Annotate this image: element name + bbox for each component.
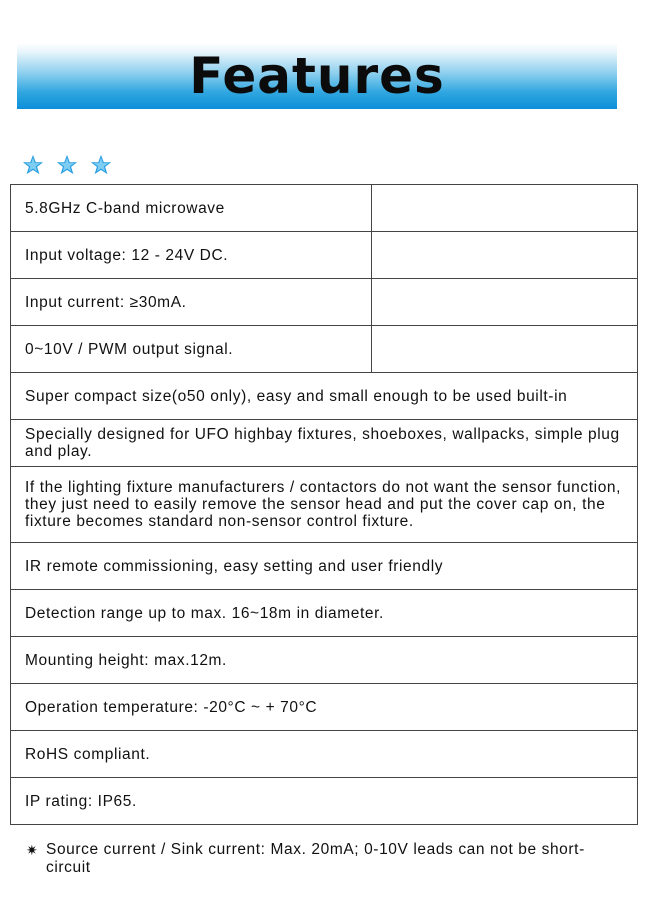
empty-cell [372,185,638,232]
star-icon [56,154,78,176]
table-row [11,543,638,590]
star-icon [90,154,112,176]
table-row [11,279,638,326]
table-row [11,590,638,637]
empty-cell [372,326,638,373]
feature-cell: Super compact size(o50 only), easy and small enough to be used built-in [11,373,638,420]
empty-cell [372,279,638,326]
feature-cell: Detection range up to max. 16~18m in diameter. [11,590,638,637]
features-table [10,184,638,825]
asterisk-icon: ✷ [26,842,39,858]
star-icon [22,154,44,176]
feature-cell: Specially designed for UFO highbay fixtures, shoeboxes, wallpacks, simple plug and play. [11,420,638,467]
footnote-text: Source current / Sink current: Max. 20mA; 0-10V leads can not be short-circuit [46,841,585,876]
feature-cell: Mounting height: max.12m. [11,637,638,684]
feature-cell: Input voltage: 12 - 24V DC. [11,232,372,279]
table-row [11,373,638,420]
table-row [11,637,638,684]
feature-cell: IP rating: IP65. [11,778,638,825]
table-row [11,326,638,373]
table-row [11,420,638,467]
feature-cell: 0~10V / PWM output signal. [11,326,372,373]
table-row [11,731,638,778]
page-title: Features [189,47,445,105]
table-row [11,684,638,731]
feature-cell: Input current: ≥30mA. [11,279,372,326]
table-row [11,467,638,543]
star-decoration [22,154,112,176]
table-row [11,232,638,279]
feature-cell: Operation temperature: -20°C ~ + 70°C [11,684,638,731]
empty-cell [372,232,638,279]
feature-cell: IR remote commissioning, easy setting and user friendly [11,543,638,590]
feature-cell: RoHS compliant. [11,731,638,778]
table-row [11,778,638,825]
features-banner [17,43,617,109]
table-row [11,185,638,232]
footnote [26,841,626,877]
feature-cell: 5.8GHz C-band microwave [11,185,372,232]
feature-cell: If the lighting fixture manufacturers / contactors do not want the sensor function, they just need to easily remove the sensor head and put the cover cap on, the fixture becomes standard non-sensor control fixture. [11,467,638,543]
